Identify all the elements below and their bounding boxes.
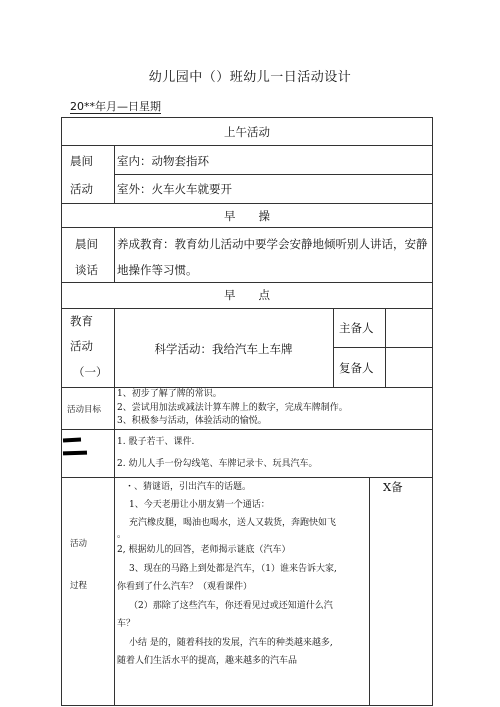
prep-item: 2. 幼儿人手一份勾线笔、车牌记录卡、玩具汽车。	[117, 459, 318, 469]
process-line: 1、今天老册让小朋友猜一个通话：	[129, 500, 270, 510]
morning-activity-label-1: 晨间	[70, 154, 93, 168]
outdoor-activity: 室外：火车火车就要开	[117, 182, 232, 196]
process-line: 充汽橡皮腿，喝油也喝水，送人又载货，奔跑快如飞	[129, 518, 337, 528]
page-title: 幼儿园中（）班幼儿一日活动设计	[148, 70, 352, 85]
process-label-1: 活动	[70, 539, 88, 549]
goal-item: 1、初步了解了牌的常识。	[117, 389, 222, 399]
talk-label-1: 晨间	[75, 237, 98, 251]
exercise-header: 早 操	[224, 209, 270, 223]
goals-label: 活动目标	[67, 405, 102, 415]
process-line: 车？	[117, 619, 136, 629]
process-line: ・、猜谜语，引出汽车的话题。	[125, 482, 252, 492]
process-label-2: 过程	[70, 581, 88, 591]
edu-label-2: 活动	[70, 339, 93, 353]
process-line: 。	[117, 530, 127, 540]
prep-item: 1. 骰子若干、课件.	[117, 437, 195, 447]
snack-header: 早 点	[224, 288, 270, 302]
morning-activity-label-2: 活动	[70, 182, 93, 196]
edu-topic: 科学活动：我给汽车上车牌	[154, 342, 293, 356]
morning-header: 上午活动	[224, 125, 270, 139]
talk-label-2: 谈话	[75, 263, 98, 277]
side-note: X备	[383, 480, 403, 494]
date-line	[70, 98, 161, 114]
process-line: 小结 是的，随着科技的发展，汽车的种类越来越多,	[129, 638, 333, 648]
activity-table	[61, 117, 433, 706]
numeral-two-mark	[61, 435, 87, 459]
process-line: （2）那除了这些汽车，你还看见过或还知道什么汽	[129, 601, 333, 611]
date-text: 20**年月—日星期	[70, 100, 161, 113]
edu-label-3: （一）	[73, 365, 108, 379]
main-preparer-label: 主备人	[339, 321, 374, 335]
talk-text-1: 养成教育：教育幼儿活动中要学会安静地倾听别人讲话，安静	[117, 237, 428, 251]
edu-label-1: 教育	[70, 314, 93, 328]
process-line: 3、现在的马路上到处都是汽车，（1）谁来告诉大家,	[129, 564, 337, 574]
goal-item: 3、积极参与活动，体验活动的愉悦。	[117, 416, 267, 426]
co-preparer-label: 复备人	[339, 361, 374, 375]
process-line: 2, 根据幼儿的回答，老师揭示谜底（汽车）	[117, 545, 291, 555]
indoor-activity: 室内：动物套指环	[117, 154, 209, 168]
process-line: 随着人们生活水平的提高，趣来越多的汽车品	[117, 656, 298, 666]
talk-text-2: 地操作等习惯。	[117, 263, 198, 277]
process-line: 你看到了什么汽车？（观看课件）	[117, 582, 253, 592]
goal-item: 2、尝试用加法或减法计算车牌上的数字，完成车牌制作。	[117, 403, 348, 413]
